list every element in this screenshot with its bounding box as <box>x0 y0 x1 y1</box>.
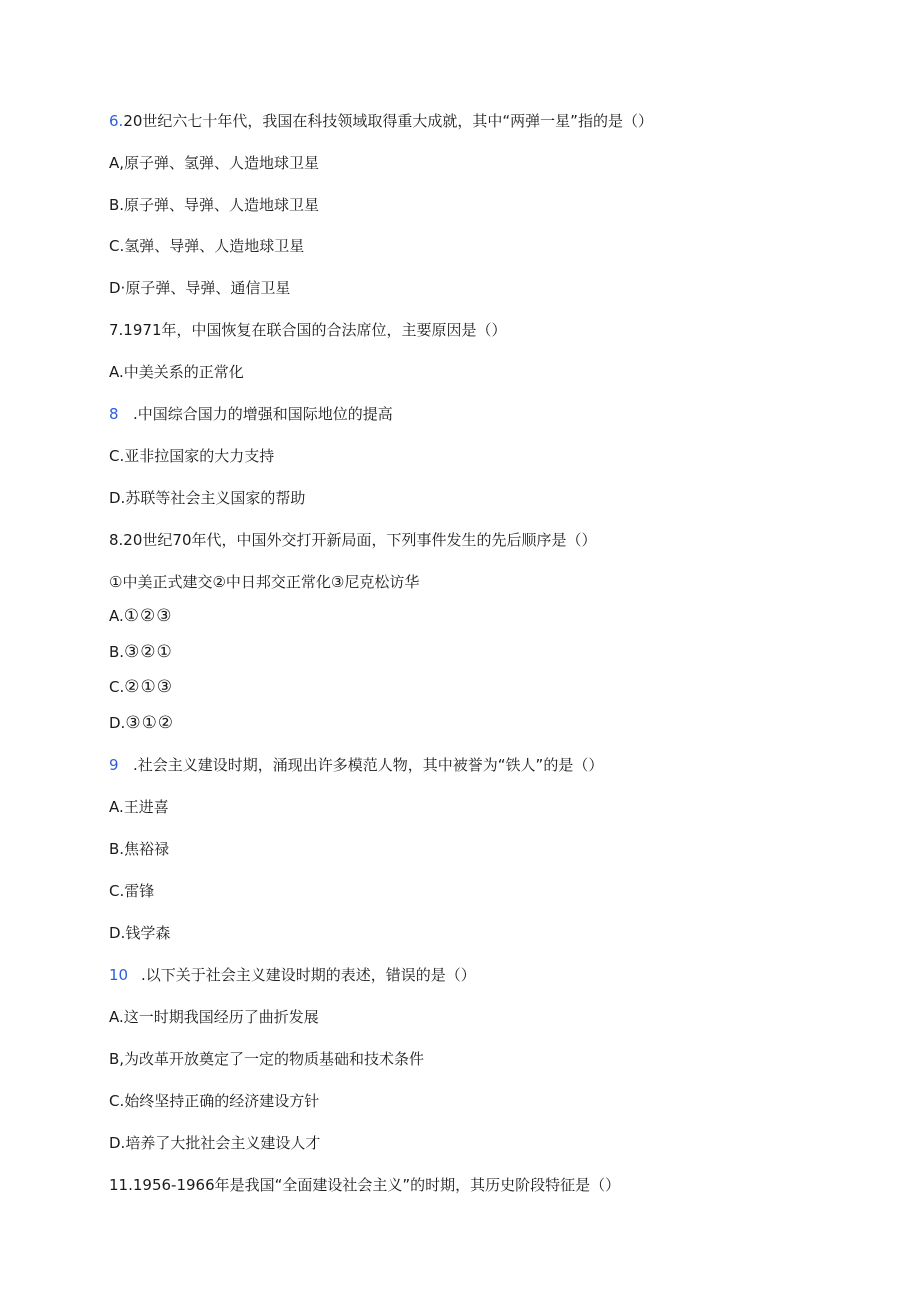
question-6-option-a: A,原子弹、氢弹、人造地球卫星 <box>109 154 320 172</box>
question-6-option-b: B.原子弹、导弹、人造地球卫星 <box>109 196 320 214</box>
question-10-option-d: D.培养了大批社会主义建设人才 <box>109 1134 321 1152</box>
question-number: 6. <box>109 112 124 130</box>
question-9-option-b: B.焦裕禄 <box>109 840 170 858</box>
question-10-option-a: A.这一时期我国经历了曲折发展 <box>109 1008 319 1026</box>
option-b-text: .中国综合国力的增强和国际地位的提高 <box>133 405 393 423</box>
question-8-option-d <box>109 713 174 733</box>
option-value: ②①③ <box>124 677 173 697</box>
question-6-option-d: D·原子弹、导弹、通信卫星 <box>109 279 291 297</box>
question-7-option-a: A.中美关系的正常化 <box>109 363 244 381</box>
option-label: B. <box>109 643 125 661</box>
option-label: A. <box>109 607 124 625</box>
question-7-option-b <box>109 404 393 424</box>
question-number: 10 <box>109 966 129 984</box>
question-8-option-b <box>109 642 173 662</box>
question-9-option-c: C.雷锋 <box>109 882 155 900</box>
question-8-option-a <box>109 606 173 626</box>
question-6-option-c: C.氢弹、导弹、人造地球卫星 <box>109 237 305 255</box>
question-8-option-c <box>109 677 173 697</box>
question-8-statement: ①中美正式建交②中日邦交正常化③尼克松访华 <box>109 573 420 591</box>
question-text: .以下关于社会主义建设时期的表述，错误的是（） <box>141 966 476 984</box>
question-text: .社会主义建设时期，涌现出许多模范人物，其中被誉为“铁人”的是（） <box>133 756 604 774</box>
question-9-option-d: D.钱学森 <box>109 924 171 942</box>
question-9-option-a: A.王进喜 <box>109 798 169 816</box>
question-10-option-c: C.始终坚持正确的经济建设方针 <box>109 1092 320 1110</box>
question-9-stem <box>109 755 603 775</box>
question-7-option-c: C.亚非拉国家的大力支持 <box>109 447 275 465</box>
option-value: ①②③ <box>123 606 173 626</box>
question-7-stem: 7.1971年，中国恢复在联合国的合法席位，主要原因是（） <box>109 321 507 339</box>
question-text: 20世纪六七十年代，我国在科技领域取得重大成就，其中“两弹一星”指的是（） <box>123 112 653 130</box>
option-b-number: 8 <box>109 405 119 423</box>
question-6-stem <box>109 111 653 131</box>
question-8-stem: 8.20世纪70年代，中国外交打开新局面，下列事件发生的先后顺序是（） <box>109 531 597 549</box>
question-10-option-b: B,为改革开放奠定了一定的物质基础和技术条件 <box>109 1050 425 1068</box>
option-value: ③②① <box>124 642 173 662</box>
option-label: C. <box>109 678 125 696</box>
option-value: ③①② <box>125 713 175 733</box>
question-10-stem <box>109 965 476 985</box>
question-11-stem: 11.1956-1966年是我国“全面建设社会主义”的时期，其历史阶段特征是（） <box>109 1176 621 1194</box>
question-7-option-d: D.苏联等社会主义国家的帮助 <box>109 489 306 507</box>
option-label: D. <box>109 714 126 732</box>
question-number: 9 <box>109 756 119 774</box>
